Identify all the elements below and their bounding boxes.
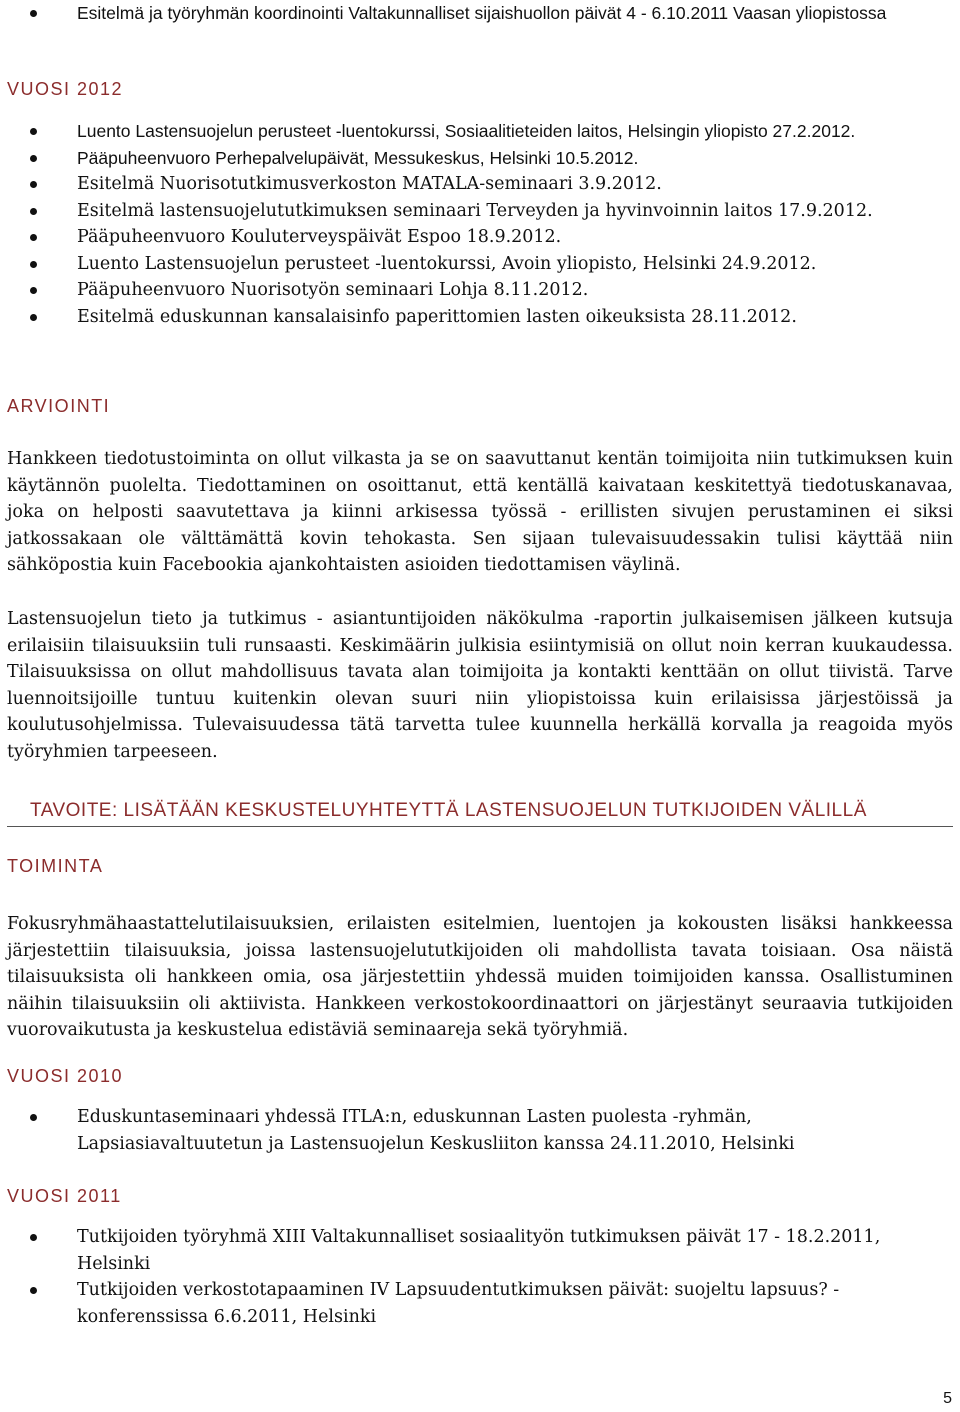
heading-vuosi-2010: VUOSI 2010 [7,1066,124,1086]
list-2011 [0,1224,960,1330]
heading-vuosi-2011: VUOSI 2011 [7,1186,122,1206]
goal-divider [7,826,953,827]
list-item: Luento Lastensuojelun perusteet -luentokurssi, Avoin yliopisto, Helsinki 24.9.2012. [0,251,960,278]
list-item: Pääpuheenvuoro Kouluterveyspäivät Espoo 18.9.2012. [0,224,960,251]
list-item: Pääpuheenvuoro Perhepalvelupäivät, Messukeskus, Helsinki 10.5.2012. [0,145,960,172]
list-item: Esitelmä ja työryhmän koordinointi Valtakunnalliset sijaishuollon päivät 4 - 6.10.2011 Vaasan yliopistossa [0,0,960,27]
heading-toiminta: TOIMINTA [7,856,104,876]
heading-vuosi-2012: VUOSI 2012 [7,79,124,99]
heading-arviointi: ARVIOINTI [7,396,111,416]
list-item: Eduskuntaseminaari yhdessä ITLA:n, eduskunnan Lasten puolesta -ryhmän, Lapsiasiavaltuutetun ja Lastensuojelun Keskusliiton kanssa 24.11.2010, Helsinki [0,1104,960,1157]
list-2010 [0,1104,960,1157]
list-item: Pääpuheenvuoro Nuorisotyön seminaari Lohja 8.11.2012. [0,277,960,304]
intro-list [0,0,960,27]
evaluation-paragraph-2: Lastensuojelun tieto ja tutkimus - asiantuntijoiden näkökulma -raportin julkaisemisen jälkeen kutsuja erilaisiin tilaisuuksiin tuli runsaasti. Keskimäärin julkisia esiintymisiä on ollut noin kerran kuukaudessa. Tilaisuuksissa on ollut mahdollisuus tavata alan toimijoita ja kontakti kenttään on ollut tiivistä. Tarve luennoitsijoille tuntuu kuitenkin olevan suuri niin yliopistoissa kuin erilaisissa järjestöissä ja koulutusohjelmissa. Tulevaisuudessa tätä tarvetta tulee kuunnella herkällä korvalla ja reagoida myös työryhmien tarpeeseen. [7,609,953,762]
list-item: Tutkijoiden verkostotapaaminen IV Lapsuudentutkimuksen päivät: suojeltu lapsuus? - konferenssissa 6.6.2011, Helsinki [0,1277,960,1330]
activity-paragraph: Fokusryhmähaastattelutilaisuuksien, erilaisten esitelmien, luentojen ja kokousten lisäksi hankkeessa järjestettiin tilaisuuksia, joissa lastensuojelututkijoiden oli mahdollista tavata toisiaan. Osa näistä tilaisuuksista oli hankkeen omia, osa järjestettiin yhdessä muiden toimijoiden kanssa. Osallistuminen näihin tilaisuuksiin oli aktiivista. Hankkeen verkostokoordinaattori on järjestänyt seuraavia tutkijoiden vuorovaikutusta ja keskustelua edistäviä seminaareja sekä työryhmiä. [7,914,953,1040]
list-item: Esitelmä Nuorisotutkimusverkoston MATALA-seminaari 3.9.2012. [0,171,960,198]
list-item: Esitelmä lastensuojelututkimuksen seminaari Terveyden ja hyvinvoinnin laitos 17.9.2012. [0,198,960,225]
page-number: 5 [943,1390,952,1407]
list-item: Tutkijoiden työryhmä XIII Valtakunnalliset sosiaalityön tutkimuksen päivät 17 - 18.2.2011, Helsinki [0,1224,960,1277]
list-item: Esitelmä eduskunnan kansalaisinfo paperittomien lasten oikeuksista 28.11.2012. [0,304,960,331]
goal-title: TAVOITE: LISÄTÄÄN KESKUSTELUYHTEYTTÄ LASTENSUOJELUN TUTKIJOIDEN VÄLILLÄ [30,800,867,821]
list-item: Luento Lastensuojelun perusteet -luentokurssi, Sosiaalitieteiden laitos, Helsingin yliopisto 27.2.2012. [0,118,960,145]
list-2012 [0,118,960,330]
evaluation-paragraph-1: Hankkeen tiedotustoiminta on ollut vilkasta ja se on saavuttanut kentän toimijoita niin tutkimuksen kuin käytännön puolelta. Tiedottaminen on osoittanut, että kentällä kaivataan keskitettyä tiedotuskanavaa, joka on helposti saavutettava ja kiinni arkisessa työssä - erillisten sivujen perustaminen ei siksi jatkossakaan ole välttämättä kovin tehokasta. Sen sijaan tulevaisuudessakin tulisi käyttää niin sähköpostia kuin Facebookia ajankohtaisten asioiden tiedottamisen väylinä. [7,449,953,575]
